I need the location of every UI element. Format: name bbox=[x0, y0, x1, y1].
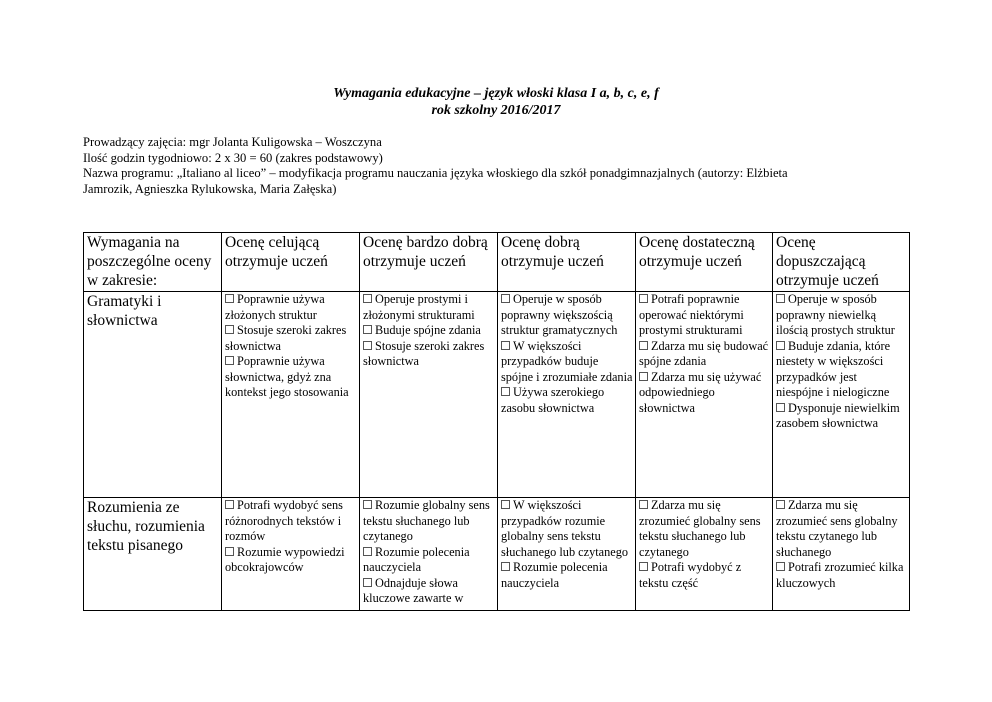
row-label: Rozumienia ze słuchu, rozumienia tekstu pisanego bbox=[84, 498, 222, 611]
table-row bbox=[84, 498, 910, 611]
requirement-text: Zdarza mu się zrozumieć sens globalny tekstu czytanego lub słuchanego bbox=[776, 498, 898, 559]
requirement-item bbox=[639, 292, 770, 339]
requirement-text: Stosuje szeroki zakres słownictwa bbox=[363, 338, 485, 368]
requirement-item bbox=[363, 545, 495, 576]
bullet-box-icon bbox=[501, 500, 510, 509]
requirement-text: Zdarza mu się używać odpowiedniego słownictwa bbox=[639, 369, 762, 415]
bullet-box-icon bbox=[225, 325, 234, 334]
requirement-item bbox=[225, 354, 357, 401]
requirement-item bbox=[501, 339, 633, 386]
requirements-table bbox=[83, 232, 910, 611]
header-cell: Ocenę celującą otrzymuje uczeń bbox=[222, 233, 360, 292]
requirement-text: Używa szerokiego zasobu słownictwa bbox=[501, 385, 605, 415]
requirement-item bbox=[363, 292, 495, 323]
requirement-item bbox=[225, 545, 357, 576]
bullet-box-icon bbox=[225, 356, 234, 365]
header-cell: Ocenę dopuszczającą otrzymuje uczeń bbox=[773, 233, 910, 292]
requirement-item bbox=[501, 385, 633, 416]
grade-cell bbox=[773, 292, 910, 498]
requirement-item bbox=[639, 560, 770, 591]
requirement-text: Buduje spójne zdania bbox=[375, 323, 481, 337]
requirement-item bbox=[363, 323, 495, 339]
requirement-text: Potrafi wydobyć sens różnorodnych tekstów i rozmów bbox=[225, 498, 343, 543]
course-info bbox=[83, 135, 913, 197]
bullet-box-icon bbox=[501, 341, 510, 350]
bullet-box-icon bbox=[363, 325, 372, 334]
requirement-text: Operuje prostymi i złożonymi strukturami bbox=[363, 292, 475, 322]
requirement-text: Zdarza mu się zrozumieć globalny sens tekstu słuchanego lub czytanego bbox=[639, 498, 761, 559]
bullet-box-icon bbox=[363, 341, 372, 350]
bullet-box-icon bbox=[363, 547, 372, 556]
bullet-box-icon bbox=[363, 500, 372, 509]
requirement-item bbox=[501, 560, 633, 591]
program-line: Nazwa programu: „Italiano al liceo” – modyfikacja programu nauczania języka włoskiego dla szkół ponadgimnazjalnych (autorzy: Elżbieta bbox=[83, 166, 788, 180]
requirement-item bbox=[501, 292, 633, 339]
document-title: Wymagania edukacyjne – język włoski klasa I a, b, c, e, f bbox=[333, 86, 659, 101]
requirement-item bbox=[501, 498, 633, 560]
requirement-text: Poprawnie używa złożonych struktur bbox=[225, 292, 325, 322]
requirement-text: Rozumie polecenia nauczyciela bbox=[501, 560, 608, 590]
bullet-box-icon bbox=[225, 547, 234, 556]
header-cell: Ocenę dostateczną otrzymuje uczeń bbox=[636, 233, 773, 292]
header-cell: Ocenę bardzo dobrą otrzymuje uczeń bbox=[360, 233, 498, 292]
grade-cell bbox=[222, 498, 360, 611]
requirement-item bbox=[363, 576, 495, 607]
requirement-text: Odnajduje słowa kluczowe zawarte w bbox=[363, 575, 464, 605]
bullet-box-icon bbox=[225, 500, 234, 509]
table-row bbox=[84, 292, 910, 498]
grade-cell bbox=[498, 292, 636, 498]
grade-cell bbox=[222, 292, 360, 498]
requirement-text: Potrafi wydobyć z tekstu część bbox=[639, 560, 742, 590]
requirement-item bbox=[776, 498, 907, 560]
requirement-text: Potrafi zrozumieć kilka kluczowych bbox=[776, 560, 904, 590]
grade-cell bbox=[773, 498, 910, 611]
table-header-row bbox=[84, 233, 910, 292]
requirement-text: W większości przypadków buduje spójne i zrozumiałe zdania bbox=[501, 338, 633, 384]
requirement-item bbox=[776, 401, 907, 432]
requirement-item bbox=[225, 323, 357, 354]
bullet-box-icon bbox=[501, 387, 510, 396]
requirement-text: Poprawnie używa słownictwa, gdyż zna kontekst jego stosowania bbox=[225, 354, 349, 399]
requirement-text: Potrafi poprawnie operować niektórymi prostymi strukturami bbox=[639, 292, 744, 337]
requirement-item bbox=[363, 339, 495, 370]
requirement-item bbox=[776, 292, 907, 339]
bullet-box-icon bbox=[776, 562, 785, 571]
requirement-text: Rozumie wypowiedzi obcokrajowców bbox=[225, 544, 345, 574]
requirement-text: W większości przypadków rozumie globalny sens tekstu słuchanego lub czytanego bbox=[501, 498, 629, 559]
bullet-box-icon bbox=[363, 578, 372, 587]
bullet-box-icon bbox=[639, 500, 648, 509]
grade-cell bbox=[636, 498, 773, 611]
requirement-item bbox=[639, 498, 770, 560]
requirement-item bbox=[639, 370, 770, 417]
bullet-box-icon bbox=[639, 562, 648, 571]
requirement-item bbox=[225, 498, 357, 545]
school-year: rok szkolny 2016/2017 bbox=[431, 103, 561, 118]
bullet-box-icon bbox=[501, 562, 510, 571]
bullet-box-icon bbox=[639, 372, 648, 381]
row-label: Gramatyki i słownictwa bbox=[84, 292, 222, 498]
requirement-item bbox=[363, 498, 495, 545]
bullet-box-icon bbox=[776, 294, 785, 303]
bullet-box-icon bbox=[639, 341, 648, 350]
requirement-item bbox=[639, 339, 770, 370]
requirement-text: Operuje w sposób poprawny niewielką ilością prostych struktur bbox=[776, 292, 895, 337]
bullet-box-icon bbox=[639, 294, 648, 303]
grade-cell bbox=[636, 292, 773, 498]
requirement-text: Dysponuje niewielkim zasobem słownictwa bbox=[776, 400, 900, 430]
requirement-text: Buduje zdania, które niestety w większości przypadków jest niespójne i nielogiczne bbox=[776, 338, 891, 399]
requirement-text: Rozumie globalny sens tekstu słuchanego lub czytanego bbox=[363, 498, 490, 543]
bullet-box-icon bbox=[776, 403, 785, 412]
requirement-item bbox=[776, 560, 907, 591]
grade-cell bbox=[360, 498, 498, 611]
requirement-text: Rozumie polecenia nauczyciela bbox=[363, 544, 470, 574]
requirement-text: Zdarza mu się budować spójne zdania bbox=[639, 338, 769, 368]
teacher-line: Prowadzący zajęcia: mgr Jolanta Kuligowska – Woszczyna bbox=[83, 135, 382, 149]
requirement-text: Stosuje szeroki zakres słownictwa bbox=[225, 323, 347, 353]
header-cell: Wymagania na poszczególne oceny w zakresie: bbox=[84, 233, 222, 292]
bullet-box-icon bbox=[776, 341, 785, 350]
bullet-box-icon bbox=[501, 294, 510, 303]
bullet-box-icon bbox=[776, 500, 785, 509]
bullet-box-icon bbox=[363, 294, 372, 303]
requirement-text: Operuje w sposób poprawny większością struktur gramatycznych bbox=[501, 292, 618, 337]
hours-line: Ilość godzin tygodniowo: 2 x 30 = 60 (zakres podstawowy) bbox=[83, 150, 383, 165]
requirement-item bbox=[225, 292, 357, 323]
bullet-box-icon bbox=[225, 294, 234, 303]
requirement-item bbox=[776, 339, 907, 401]
header-cell: Ocenę dobrą otrzymuje uczeń bbox=[498, 233, 636, 292]
grade-cell bbox=[498, 498, 636, 611]
program-authors-line: Jamrozik, Agnieszka Rylukowska, Maria Załęska) bbox=[83, 181, 337, 196]
grade-cell bbox=[360, 292, 498, 498]
